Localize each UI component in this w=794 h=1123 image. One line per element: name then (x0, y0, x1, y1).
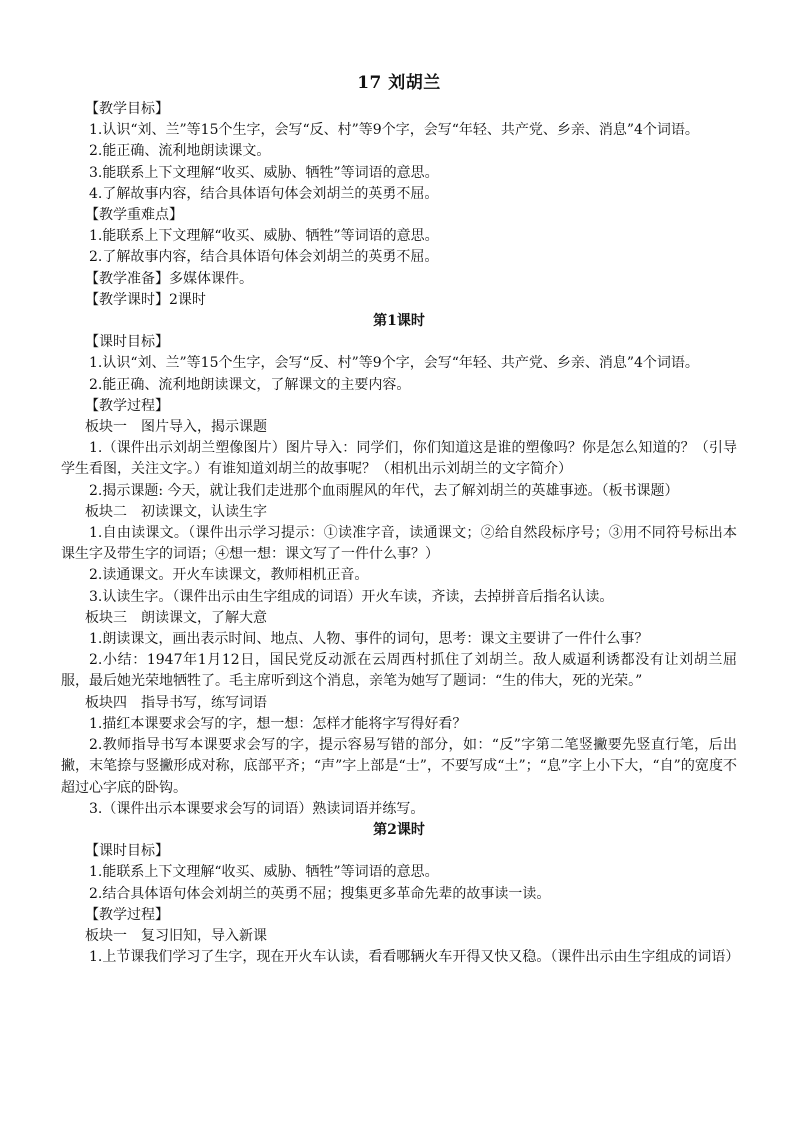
body-paragraph: 2.教师指导书写本课要求会写的字，提示容易写错的部分，如：“反”字第二笔竖撇要先竖直行笔，后出撇，末笔捺与竖撇形成对称，底部平齐；“声”字上部是“士”，不要写成“土”；“息”字上小下大，“自”的宽度不超过心字底的卧钩。 (61, 737, 737, 796)
body-paragraph: 2.能正确、流利地朗读课文，了解课文的主要内容。 (89, 376, 411, 393)
block-heading: 板块三 朗读课文，了解大意 (85, 609, 267, 626)
body-paragraph: 1.认识“刘、兰”等15个生字，会写“反、村”等9个字，会写“年轻、共产党、乡亲、消息”4个词语。 (89, 122, 699, 139)
document-page (61, 72, 740, 968)
bracket-heading: 【教学过程】 (85, 397, 169, 414)
body-paragraph: 1.认识“刘、兰”等15个生字，会写“反、村”等9个字，会写“年轻、共产党、乡亲、消息”4个词语。 (89, 355, 699, 372)
bracket-heading: 【教学准备】多媒体课件。 (85, 270, 253, 287)
body-paragraph: 2.小结：1947年1月12日，国民党反动派在云周西村抓住了刘胡兰。敌人威逼利诱都没有让刘胡兰屈服，最后她光荣地牺牲了。毛主席听到这个消息，亲笔为她写了题词：“生的伟大，死的光荣。” (61, 652, 737, 690)
body-paragraph: 1.上节课我们学习了生字，现在开火车认读，看看哪辆火车开得又快又稳。（课件出示由生字组成的词语） (89, 949, 740, 966)
block-heading: 板块一 复习旧知，导入新课 (85, 927, 267, 944)
document-title: 17 刘胡兰 (357, 73, 441, 93)
block-heading: 板块四 指导书写，练写词语 (85, 694, 267, 711)
block-heading: 板块一 图片导入，揭示课题 (85, 419, 267, 436)
body-paragraph: 1.自由读课文。（课件出示学习提示：①读准字音，读通课文；②给自然段标序号；③用不同符号标出本课生字及带生字的词语；④想一想：课文写了一件什么事？） (61, 525, 737, 563)
body-paragraph: 2.揭示课题: 今天，就让我们走进那个血雨腥风的年代，去了解刘胡兰的英雄事迹。（板书课题） (89, 482, 679, 499)
body-paragraph: 1.能联系上下文理解“收买、威胁、牺牲”等词语的意思。 (89, 864, 439, 881)
bracket-heading: 【教学目标】 (85, 101, 169, 117)
bracket-heading: 【课时目标】 (85, 334, 169, 351)
body-paragraph: 3.认读生字。（课件出示由生字组成的词语）开火车读，齐读，去掉拼音后指名认读。 (89, 588, 614, 605)
body-paragraph: 1.能联系上下文理解“收买、威胁、牺牲”等词语的意思。 (89, 228, 439, 245)
body-paragraph: 2.能正确、流利地朗读课文。 (89, 143, 271, 160)
body-paragraph: 1.朗读课文，画出表示时间、地点、人物、事件的词句，思考：课文主要讲了一件什么事？ (89, 631, 649, 648)
bracket-heading: 【教学重难点】 (85, 207, 183, 224)
bracket-heading: 【课时目标】 (85, 843, 169, 860)
body-paragraph: 2.结合具体语句体会刘胡兰的英勇不屈；搜集更多革命先辈的故事读一读。 (89, 885, 551, 902)
section-heading: 第2课时 (373, 821, 425, 838)
document-body (61, 99, 740, 968)
bracket-heading: 【教学课时】2课时 (85, 291, 206, 308)
block-heading: 板块二 初读课文，认读生字 (85, 503, 267, 520)
body-paragraph: 1.（课件出示刘胡兰塑像图片）图片导入：同学们，你们知道这是谁的塑像吗？你是怎么知道的？（引导学生看图，关注文字。）有谁知道刘胡兰的故事呢？（相机出示刘胡兰的文字简介） (61, 440, 737, 478)
body-paragraph: 3.能联系上下文理解“收买、威胁、牺牲”等词语的意思。 (89, 164, 439, 181)
body-paragraph: 2.了解故事内容，结合具体语句体会刘胡兰的英勇不屈。 (89, 249, 439, 266)
body-paragraph: 2.读通课文。开火车读课文，教师相机正音。 (89, 567, 369, 584)
bracket-heading: 【教学过程】 (85, 906, 169, 923)
body-paragraph: 1.描红本课要求会写的字，想一想：怎样才能将字写得好看？ (89, 715, 467, 732)
section-heading: 第1课时 (373, 313, 425, 330)
body-paragraph: 4.了解故事内容，结合具体语句体会刘胡兰的英勇不屈。 (89, 185, 439, 202)
body-paragraph: 3.（课件出示本课要求会写的词语）熟读词语并练写。 (89, 800, 425, 817)
